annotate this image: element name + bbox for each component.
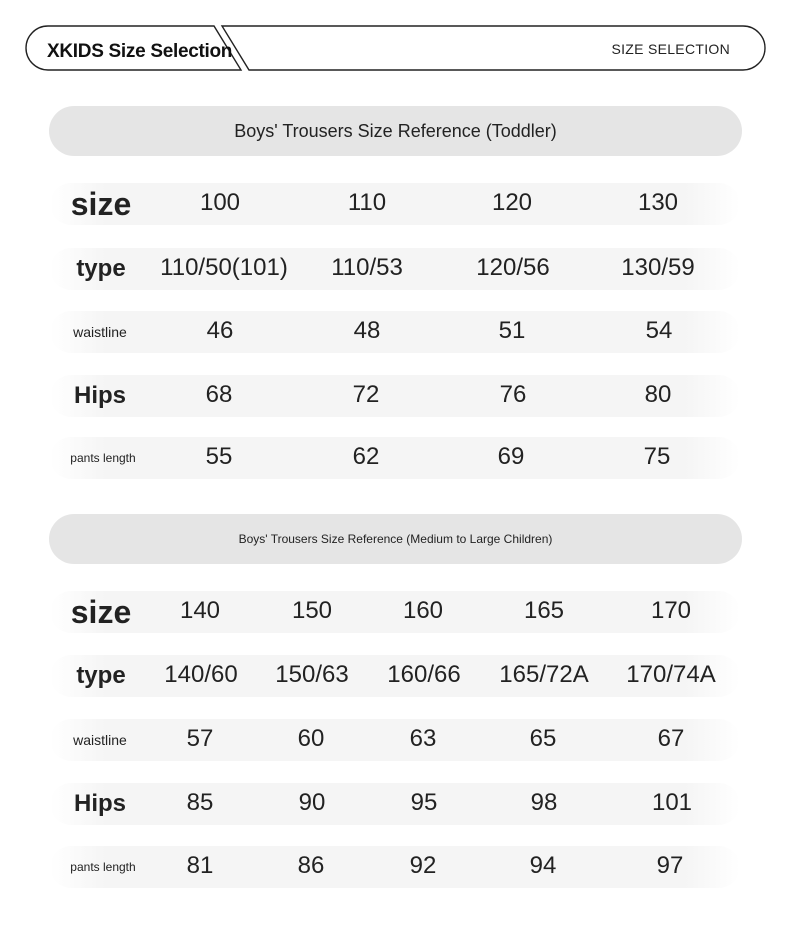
row-label-pants-length: pants length — [70, 860, 136, 874]
table-row — [50, 375, 740, 417]
table-cell: 55 — [205, 443, 233, 470]
table-cell: 150 — [291, 597, 333, 624]
table-cell: 110 — [347, 189, 387, 216]
table-row — [50, 655, 740, 697]
row-label-type: type — [76, 255, 126, 282]
table-cell: 94 — [529, 852, 557, 879]
table-cell: 97 — [656, 852, 684, 879]
table-cell: 165/72A — [499, 661, 589, 688]
table-row — [50, 183, 740, 225]
table-cell: 65 — [529, 725, 557, 752]
table-row — [50, 437, 740, 479]
medium-large-table-title: Boys' Trousers Size Reference (Medium to Large Children) — [49, 514, 742, 564]
table-row — [50, 846, 740, 888]
table-cell: 76 — [499, 381, 527, 408]
row-label-waistline: waistline — [73, 732, 127, 748]
table-cell: 86 — [297, 852, 325, 879]
table-cell: 101 — [651, 789, 693, 816]
table-cell: 54 — [645, 317, 673, 344]
table-cell: 140/60 — [164, 661, 238, 688]
brand-title: XKIDS Size Selection — [47, 41, 233, 62]
table-cell: 170/74A — [626, 661, 716, 688]
row-label-hips: Hips — [73, 382, 126, 409]
table-cell: 69 — [497, 443, 525, 470]
table-cell: 62 — [352, 443, 380, 470]
table-cell: 90 — [298, 789, 326, 816]
row-label-size: size — [70, 594, 132, 630]
table-row — [50, 311, 740, 353]
table-cell: 120 — [491, 189, 533, 216]
table-cell: 110/53 — [331, 254, 403, 281]
table-row — [50, 248, 740, 290]
table-cell: 130/59 — [621, 254, 695, 281]
table-cell: 150/63 — [275, 661, 349, 688]
row-label-pants-length: pants length — [70, 451, 136, 465]
table-cell: 63 — [409, 725, 437, 752]
table-cell: 57 — [186, 725, 214, 752]
table-cell: 46 — [206, 317, 234, 344]
table-cell: 120/56 — [476, 254, 550, 281]
table-cell: 67 — [657, 725, 685, 752]
size-selection-label: SIZE SELECTION — [611, 41, 730, 57]
table-cell: 98 — [530, 789, 558, 816]
table-cell: 72 — [352, 381, 380, 408]
table-cell: 68 — [205, 381, 233, 408]
table-row — [50, 591, 740, 633]
table-cell: 81 — [186, 852, 214, 879]
table-cell: 95 — [410, 789, 438, 816]
toddler-table-title: Boys' Trousers Size Reference (Toddler) — [49, 106, 742, 156]
table-cell: 48 — [353, 317, 381, 344]
table-cell: 100 — [199, 189, 241, 216]
table-cell: 130 — [637, 189, 679, 216]
table-row — [50, 783, 740, 825]
row-label-size: size — [70, 186, 132, 222]
table-cell: 80 — [644, 381, 672, 408]
table-cell: 170 — [650, 597, 692, 624]
table-cell: 85 — [186, 789, 214, 816]
table-cell: 75 — [643, 443, 671, 470]
table-cell: 165 — [523, 597, 565, 624]
table-row — [50, 719, 740, 761]
row-label-waistline: waistline — [73, 324, 127, 340]
table-cell: 51 — [498, 317, 526, 344]
row-label-hips: Hips — [73, 790, 126, 817]
table-cell: 92 — [409, 852, 437, 879]
row-label-type: type — [76, 662, 126, 689]
table-cell: 160 — [402, 597, 444, 624]
table-cell: 60 — [297, 725, 325, 752]
table-cell: 140 — [179, 597, 221, 624]
table-cell: 160/66 — [387, 661, 461, 688]
table-cell: 110/50(101) — [160, 254, 288, 281]
